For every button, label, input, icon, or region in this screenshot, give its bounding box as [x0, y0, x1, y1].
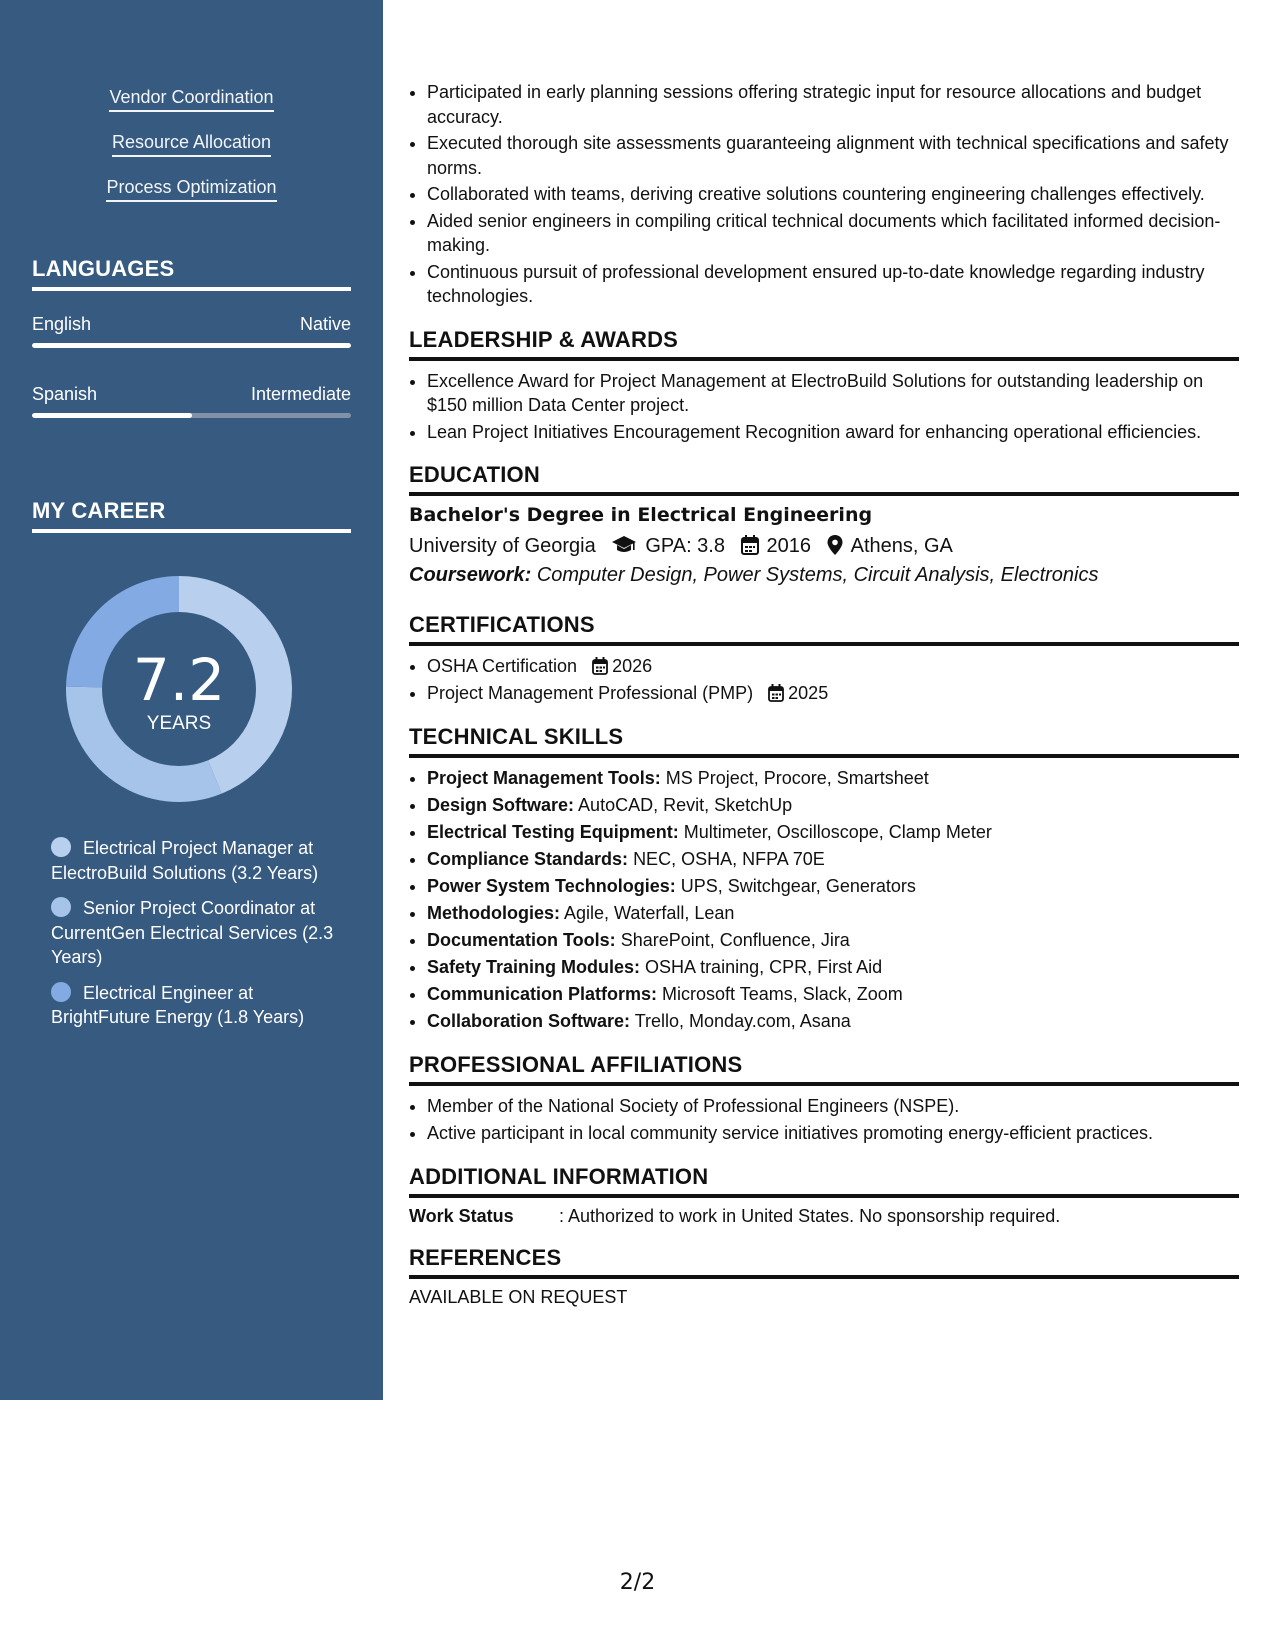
skill-label: Methodologies:: [427, 903, 560, 923]
work-status-label: Work Status: [409, 1206, 514, 1226]
skill-link[interactable]: Vendor Coordination: [109, 86, 273, 112]
calendar-icon: [741, 535, 759, 555]
list-item: [427, 874, 1239, 899]
career-list: [51, 836, 351, 1041]
skill-value: UPS, Switchgear, Generators: [680, 876, 916, 896]
skill-label: Documentation Tools:: [427, 930, 616, 950]
skill-value: Trello, Monday.com, Asana: [634, 1011, 851, 1031]
leadership-heading: LEADERSHIP & AWARDS: [409, 327, 1239, 361]
experience-bullets: [409, 80, 1239, 309]
career-total-value: 7.2: [132, 646, 226, 714]
list-item: • Member of the National Society of Professional Engineers (NSPE).: [427, 1094, 1239, 1119]
main-content: [409, 80, 1239, 1308]
list-item: [427, 982, 1239, 1007]
degree-title: Bachelor's Degree in Electrical Engineering: [409, 504, 873, 526]
page-number: 2/2: [619, 1570, 656, 1595]
skill-link[interactable]: Process Optimization: [106, 176, 276, 202]
technical-skills-heading: TECHNICAL SKILLS: [409, 724, 1239, 758]
calendar-icon: [768, 684, 784, 702]
list-item: [427, 654, 1239, 679]
skill-value: SharePoint, Confluence, Jira: [620, 930, 850, 950]
calendar-icon: [592, 657, 608, 675]
skill-value: Multimeter, Oscilloscope, Clamp Meter: [683, 822, 992, 842]
language-row: [32, 384, 351, 405]
career-total-unit: YEARS: [146, 713, 212, 734]
work-status-row: [409, 1206, 1239, 1227]
coursework-value: Computer Design, Power Systems, Circuit Analysis, Electronics: [536, 564, 1099, 586]
list-item: • Executed thorough site assessments guaranteeing alignment with technical specifications and safety norms.: [427, 131, 1239, 180]
certification-name: OSHA Certification: [427, 656, 578, 676]
references-text: AVAILABLE ON REQUEST: [409, 1287, 628, 1307]
career-item: [51, 981, 351, 1030]
affiliations-heading: PROFESSIONAL AFFILIATIONS: [409, 1052, 1239, 1086]
legend-dot: [51, 837, 71, 857]
legend-dot: [51, 897, 71, 917]
language-level: Intermediate: [250, 384, 351, 404]
list-item: [427, 766, 1239, 791]
language-row: [32, 314, 351, 335]
certification-year: 2025: [788, 683, 829, 703]
education-details: [409, 532, 1239, 560]
skill-value: MS Project, Procore, Smartsheet: [665, 768, 929, 788]
coursework-label: Coursework:: [409, 564, 532, 586]
language-bar: [32, 413, 351, 418]
list-item: • Collaborated with teams, deriving creative solutions countering engineering challenges effectively.: [427, 182, 1239, 207]
education-heading: EDUCATION: [409, 462, 1239, 496]
certification-name: Project Management Professional (PMP): [427, 683, 754, 703]
skill-label: Safety Training Modules:: [427, 957, 641, 977]
language-name: Spanish: [32, 384, 98, 404]
gpa: GPA: 3.8: [645, 535, 725, 557]
skill-label: Compliance Standards:: [427, 849, 629, 869]
skill-value: Microsoft Teams, Slack, Zoom: [662, 984, 903, 1004]
graduation-year: 2016: [766, 535, 812, 557]
language-level: Native: [299, 314, 351, 334]
skill-value: AutoCAD, Revit, SketchUp: [578, 795, 793, 815]
skill-value: OSHA training, CPR, First Aid: [645, 957, 883, 977]
coursework: [409, 560, 1239, 590]
certification-year: 2026: [612, 656, 653, 676]
location-pin-icon: [827, 535, 843, 555]
graduation-cap-icon: [611, 535, 637, 555]
skill-label: Collaboration Software:: [427, 1011, 631, 1031]
skill-value: Agile, Waterfall, Lean: [564, 903, 735, 923]
legend-dot: [51, 982, 71, 1002]
sidebar: [0, 0, 383, 1400]
list-item: [427, 955, 1239, 980]
list-item: • Active participant in local community service initiatives promoting energy-efficient practices.: [427, 1121, 1239, 1146]
location: Athens, GA: [850, 535, 953, 557]
list-item: [427, 1009, 1239, 1034]
technical-skills-list: [409, 766, 1239, 1034]
list-item: [427, 901, 1239, 926]
career-item: [51, 836, 351, 885]
career-item-text: Senior Project Coordinator at CurrentGen Electrical Services (2.3 Years): [51, 898, 334, 967]
list-item: [427, 928, 1239, 953]
list-item: • Participated in early planning sessions offering strategic input for resource allocations and budget accuracy.: [427, 80, 1239, 129]
skill-value: NEC, OSHA, NFPA 70E: [633, 849, 825, 869]
list-item: • Aided senior engineers in compiling critical technical documents which facilitated informed decision-making.: [427, 209, 1239, 258]
affiliations-list: [409, 1094, 1239, 1146]
list-item: [427, 847, 1239, 872]
career-item: [51, 896, 351, 970]
certifications-list: [409, 654, 1239, 706]
list-item: • Continuous pursuit of professional development ensured up-to-date knowledge regarding industry technologies.: [427, 260, 1239, 309]
work-status-value: : Authorized to work in United States. No sponsorship required.: [559, 1206, 1061, 1226]
additional-info-heading: ADDITIONAL INFORMATION: [409, 1164, 1239, 1198]
skill-link[interactable]: Resource Allocation: [112, 131, 271, 157]
list-item: [427, 681, 1239, 706]
skill-label: Electrical Testing Equipment:: [427, 822, 679, 842]
career-item-text: Electrical Engineer at BrightFuture Energy (1.8 Years): [51, 982, 305, 1027]
language-bar: [32, 343, 351, 348]
career-donut-chart: [66, 576, 292, 802]
language-bar-fill: [32, 343, 351, 348]
language-name: English: [32, 314, 92, 334]
languages-heading: LANGUAGES: [32, 256, 351, 291]
school-name: University of Georgia: [409, 535, 596, 557]
references-heading: REFERENCES: [409, 1245, 1239, 1279]
certifications-heading: CERTIFICATIONS: [409, 612, 1239, 646]
list-item: • Lean Project Initiatives Encouragement Recognition award for enhancing operational efficiencies.: [427, 420, 1239, 445]
skill-label: Design Software:: [427, 795, 575, 815]
skill-label: Project Management Tools:: [427, 768, 661, 788]
career-item-text: Electrical Project Manager at ElectroBuild Solutions (3.2 Years): [51, 838, 319, 883]
skill-label: Communication Platforms:: [427, 984, 658, 1004]
leadership-list: [409, 369, 1239, 445]
list-item: [427, 820, 1239, 845]
language-bar-fill: [32, 413, 192, 418]
list-item: • Excellence Award for Project Management at ElectroBuild Solutions for outstanding leadership on $150 million Data Center project.: [427, 369, 1239, 418]
career-heading: MY CAREER: [32, 498, 351, 533]
list-item: [427, 793, 1239, 818]
skill-label: Power System Technologies:: [427, 876, 676, 896]
skill-links: [0, 86, 383, 221]
